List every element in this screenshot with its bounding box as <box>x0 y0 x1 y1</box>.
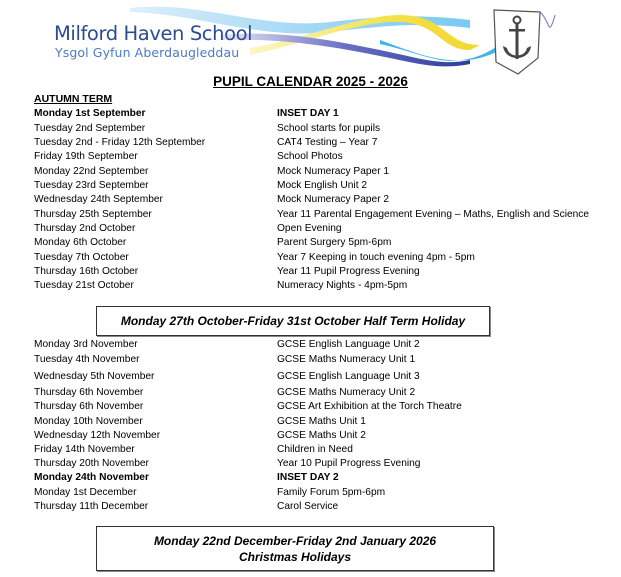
event-row <box>0 279 621 293</box>
school-name-welsh: Ysgol Gyfun Aberdaugleddau <box>55 45 240 60</box>
event-description: Numeracy Nights - 4pm-5pm <box>277 280 408 291</box>
event-row <box>0 415 621 429</box>
event-description: Open Evening <box>277 223 342 234</box>
event-row <box>0 208 621 222</box>
event-row <box>0 457 621 471</box>
event-row <box>0 400 621 414</box>
event-row <box>0 486 621 500</box>
event-description: Children in Need <box>277 444 353 455</box>
event-description: Year 10 Pupil Progress Evening <box>277 458 421 469</box>
event-date: Tuesday 2nd September <box>34 123 146 134</box>
event-description: GCSE English Language Unit 2 <box>277 339 420 350</box>
school-logo <box>0 0 621 80</box>
event-row <box>0 500 621 514</box>
event-description: GCSE English Language Unit 3 <box>277 371 420 382</box>
event-row <box>0 353 621 367</box>
event-date: Thursday 6th November <box>34 401 144 412</box>
event-date: Monday 6th October <box>34 237 127 248</box>
event-description: Carol Service <box>277 501 339 512</box>
event-date: Tuesday 4th November <box>34 354 140 365</box>
half-term-holiday-banner <box>96 306 490 336</box>
event-row <box>0 251 621 265</box>
event-date: Wednesday 5th November <box>34 371 155 382</box>
event-description: School Photos <box>277 151 343 162</box>
holiday-text: Monday 22nd December-Friday 2nd January 2026 Christmas Holidays <box>153 533 437 564</box>
event-description: GCSE Maths Numeracy Unit 1 <box>277 354 416 365</box>
event-description: GCSE Maths Numeracy Unit 2 <box>277 387 416 398</box>
event-date: Monday 10th November <box>34 416 143 427</box>
event-row <box>0 338 621 352</box>
event-row <box>0 122 621 136</box>
event-description: GCSE Maths Unit 2 <box>277 430 366 441</box>
event-date: Monday 3rd November <box>34 339 138 350</box>
event-date: Monday 1st September <box>34 108 146 119</box>
event-date: Tuesday 23rd September <box>34 180 149 191</box>
holiday-text: Monday 27th October-Friday 31st October Half Term Holiday <box>120 314 466 328</box>
event-description: Year 11 Pupil Progress Evening <box>277 266 420 277</box>
event-description: School starts for pupils <box>277 123 381 134</box>
school-name: Milford Haven School <box>54 22 253 45</box>
event-description: INSET DAY 1 <box>277 108 339 119</box>
event-description: Family Forum 5pm-6pm <box>277 487 386 498</box>
event-row <box>0 236 621 250</box>
event-row <box>0 443 621 457</box>
event-row <box>0 165 621 179</box>
event-row <box>0 429 621 443</box>
page-title: PUPIL CALENDAR 2025 - 2026 <box>213 74 408 89</box>
event-date: Wednesday 12th November <box>34 430 161 441</box>
event-description: Parent Surgery 5pm-6pm <box>277 237 392 248</box>
event-description: CAT4 Testing – Year 7 <box>277 137 378 148</box>
event-date: Tuesday 7th October <box>34 252 129 263</box>
event-row <box>0 150 621 164</box>
event-row <box>0 265 621 279</box>
event-row <box>0 179 621 193</box>
event-date: Thursday 16th October <box>34 266 139 277</box>
event-description: Mock Numeracy Paper 2 <box>277 194 390 205</box>
event-description: INSET DAY 2 <box>277 472 339 483</box>
event-row <box>0 107 621 121</box>
event-date: Thursday 20th November <box>34 458 149 469</box>
event-row <box>0 370 621 384</box>
event-date: Thursday 11th December <box>34 501 149 512</box>
event-date: Monday 1st December <box>34 487 137 498</box>
event-date: Monday 24th November <box>34 472 149 483</box>
event-date: Wednesday 24th September <box>34 194 163 205</box>
event-description: Mock Numeracy Paper 1 <box>277 166 390 177</box>
christmas-holiday-banner <box>96 526 494 571</box>
event-row <box>0 386 621 400</box>
event-date: Friday 14th November <box>34 444 135 455</box>
event-date: Monday 22nd September <box>34 166 149 177</box>
event-date: Thursday 2nd October <box>34 223 136 234</box>
event-date: Friday 19th September <box>34 151 138 162</box>
event-date: Thursday 25th September <box>34 209 152 220</box>
event-row <box>0 222 621 236</box>
term-heading: AUTUMN TERM <box>34 93 113 105</box>
event-date: Tuesday 21st October <box>34 280 134 291</box>
event-row <box>0 471 621 485</box>
event-date: Tuesday 2nd - Friday 12th September <box>34 137 206 148</box>
event-description: GCSE Maths Unit 1 <box>277 416 366 427</box>
event-row <box>0 136 621 150</box>
event-description: Year 11 Parental Engagement Evening – Maths, English and Science <box>277 209 590 220</box>
event-description: Year 7 Keeping in touch evening 4pm - 5pm <box>277 252 475 263</box>
event-description: Mock English Unit 2 <box>277 180 368 191</box>
event-date: Thursday 6th November <box>34 387 144 398</box>
event-row <box>0 193 621 207</box>
event-description: GCSE Art Exhibition at the Torch Theatre <box>277 401 462 412</box>
